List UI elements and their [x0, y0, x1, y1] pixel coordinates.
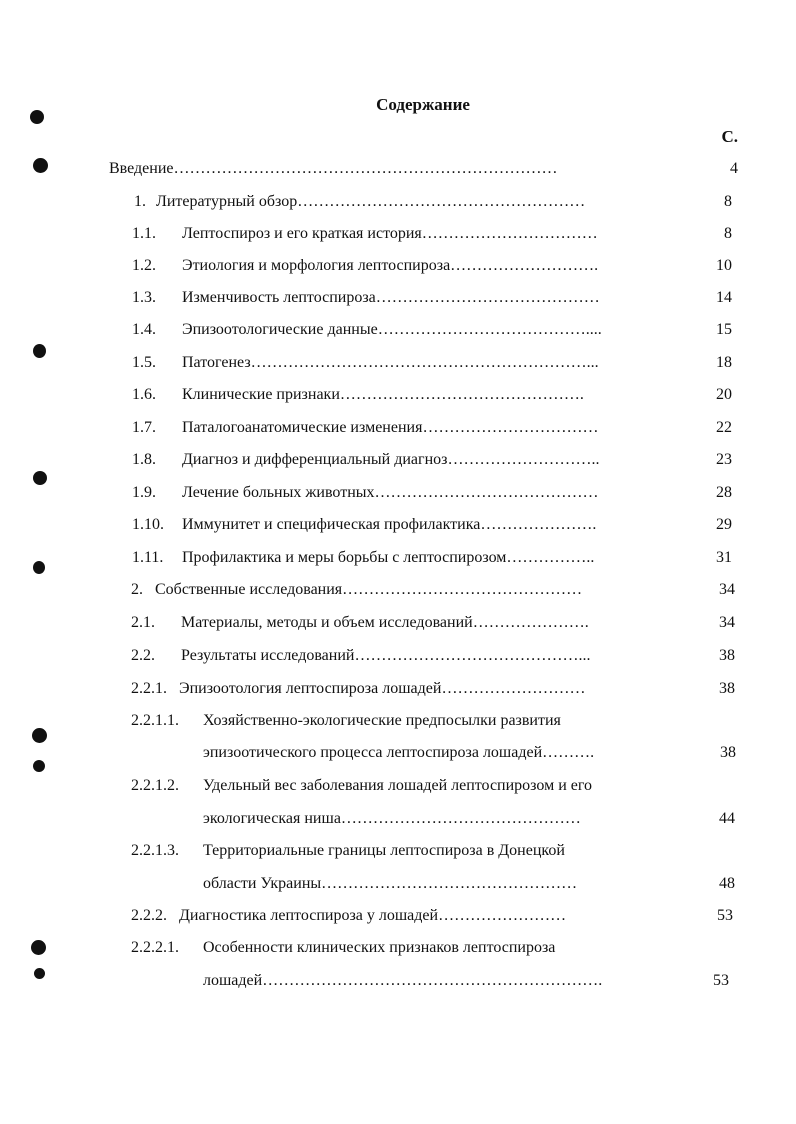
toc-entry-page: 31 — [716, 549, 732, 566]
toc-entry-page: 14 — [716, 289, 732, 306]
toc-entry — [131, 580, 582, 600]
toc-entry-dots: …………………. — [480, 516, 597, 533]
toc-entry-dots: ……………………………………… — [342, 581, 583, 598]
toc-entry-text: Паталогоанатомические изменения — [182, 419, 423, 436]
toc-entry-dots: ……………………….. — [447, 451, 600, 468]
toc-entry — [131, 938, 555, 958]
toc-entry — [109, 159, 558, 179]
toc-entry-continuation — [203, 809, 581, 829]
toc-entry — [132, 515, 596, 535]
toc-entry-dots: …………………………… — [422, 419, 599, 436]
toc-entry — [132, 418, 598, 438]
toc-entry — [132, 483, 599, 503]
toc-entry-number: 1. — [134, 193, 146, 210]
toc-entry-page: 8 — [724, 193, 732, 210]
toc-entry-page: 15 — [716, 321, 732, 338]
toc-entry-text: эпизоотического процесса лептоспироза лошадей — [203, 744, 543, 761]
toc-entry-text: Литературный обзор — [156, 193, 298, 210]
toc-entry-text: Иммунитет и специфическая профилактика — [182, 516, 481, 533]
toc-entry-number: 2.2. — [131, 647, 155, 664]
toc-entry-text: экологическая ниша — [203, 810, 341, 827]
toc-entry-number: 2.2.1. — [131, 680, 167, 697]
toc-entry-page: 28 — [716, 484, 732, 501]
toc-entry-text: области Украины — [203, 875, 322, 892]
toc-entry-page: 38 — [720, 744, 736, 761]
punch-hole-mark — [33, 561, 45, 574]
toc-entry-text: Клинические признаки — [182, 386, 340, 403]
toc-entry-number: 1.4. — [132, 321, 156, 338]
toc-entry-dots: …………………………… — [421, 225, 598, 242]
toc-entry-dots: …………….. — [506, 549, 595, 566]
toc-entry-number: 2. — [131, 581, 143, 598]
punch-hole-mark — [31, 940, 46, 955]
toc-entry-text: Изменчивость лептоспироза — [182, 289, 376, 306]
toc-entry — [132, 320, 602, 340]
toc-entry-text: лошадей — [203, 972, 263, 989]
toc-entry-continuation — [203, 971, 602, 991]
toc-entry-number: 2.1. — [131, 614, 155, 631]
toc-entry-number: 1.3. — [132, 289, 156, 306]
punch-hole-mark — [34, 968, 45, 979]
toc-entry-page: 23 — [716, 451, 732, 468]
toc-entry — [131, 646, 590, 666]
toc-entry-text: Лептоспироз и его краткая история — [182, 225, 422, 242]
toc-entry-page: 44 — [719, 810, 735, 827]
toc-entry-text: Эпизоотологические данные — [182, 321, 378, 338]
page-title: Содержание — [376, 95, 470, 114]
punch-hole-mark — [33, 158, 48, 173]
toc-entry-dots: ……………………………………... — [354, 647, 591, 664]
toc-entry — [132, 256, 598, 276]
toc-entry-page: 34 — [719, 581, 735, 598]
punch-hole-mark — [33, 760, 45, 772]
toc-entry-text: Особенности клинических признаков лептоспироза — [203, 939, 556, 956]
toc-entry-page: 10 — [716, 257, 732, 274]
toc-entry — [131, 613, 589, 633]
toc-entry-page: 38 — [719, 647, 735, 664]
toc-entry-dots: ………………………………………………………... — [250, 354, 599, 371]
toc-entry-page: 8 — [724, 225, 732, 242]
toc-entry-dots: ………………………………….... — [377, 321, 602, 338]
toc-entry-dots: ………………………………………………………. — [262, 972, 603, 989]
toc-entry-page: 4 — [730, 160, 738, 177]
toc-entry-text: Введение — [109, 160, 174, 177]
toc-entry-text: Этиология и морфология лептоспироза — [182, 257, 451, 274]
punch-hole-mark — [32, 728, 47, 743]
toc-entry-text: Удельный вес заболевания лошадей лептоспирозом и его — [203, 777, 593, 794]
toc-entry-number: 2.2.2.1. — [131, 939, 179, 956]
toc-entry-number: 2.2.1.1. — [131, 712, 179, 729]
toc-entry-number: 1.6. — [132, 386, 156, 403]
page-column-label: С. — [721, 127, 738, 146]
toc-entry-number: 1.9. — [132, 484, 156, 501]
toc-entry-page: 53 — [713, 972, 729, 989]
toc-entry-text: Материалы, методы и объем исследований — [181, 614, 473, 631]
toc-entry-number: 1.5. — [132, 354, 156, 371]
toc-entry-text: Хозяйственно-экологические предпосылки развития — [203, 712, 561, 729]
punch-hole-mark — [33, 344, 46, 358]
toc-entry-page: 53 — [717, 907, 733, 924]
toc-entry-dots: ………. — [542, 744, 595, 761]
toc-entry-text: Диагноз и дифференциальный диагноз — [182, 451, 448, 468]
toc-entry — [132, 288, 600, 308]
toc-entry-number: 2.2.1.3. — [131, 842, 179, 859]
toc-entry — [132, 450, 599, 470]
toc-entry-dots: …………………………………… — [375, 289, 600, 306]
toc-entry — [132, 385, 584, 405]
toc-entry-page: 20 — [716, 386, 732, 403]
toc-entry-dots: …………………. — [472, 614, 589, 631]
toc-entry-page: 34 — [719, 614, 735, 631]
punch-hole-mark — [33, 471, 47, 485]
toc-entry-number: 1.10. — [132, 516, 164, 533]
toc-entry-dots: ………………………………………. — [339, 386, 584, 403]
toc-entry-text: Собственные исследования — [155, 581, 343, 598]
toc-entry-dots: ……………………………………… — [340, 810, 581, 827]
toc-entry — [134, 192, 585, 212]
toc-entry — [131, 679, 585, 699]
toc-entry — [131, 711, 561, 731]
toc-entry — [131, 776, 592, 796]
toc-entry-text: Диагностика лептоспироза у лошадей — [179, 907, 439, 924]
toc-entry-dots: …………………………………… — [374, 484, 599, 501]
toc-entry — [132, 548, 594, 568]
toc-entry-page: 18 — [716, 354, 732, 371]
toc-entry — [132, 224, 598, 244]
toc-entry — [131, 906, 566, 926]
toc-entry-text: Эпизоотология лептоспироза лошадей — [179, 680, 442, 697]
toc-entry-number: 2.2.1.2. — [131, 777, 179, 794]
toc-entry-dots: ……………………… — [441, 680, 586, 697]
toc-entry-page: 29 — [716, 516, 732, 533]
toc-entry-number: 1.1. — [132, 225, 156, 242]
toc-entry-number: 2.2.2. — [131, 907, 167, 924]
toc-entry-number: 1.2. — [132, 257, 156, 274]
toc-entry-text: Патогенез — [182, 354, 251, 371]
toc-entry-page: 48 — [719, 875, 735, 892]
toc-entry-dots: …………………… — [438, 907, 567, 924]
toc-entry-text: Результаты исследований — [181, 647, 355, 664]
toc-entry-dots: ………………………………………… — [321, 875, 578, 892]
toc-entry-dots: ……………………………………………… — [297, 193, 586, 210]
toc-entry-number: 1.11. — [132, 549, 164, 566]
toc-entry-number: 1.7. — [132, 419, 156, 436]
toc-entry — [132, 353, 599, 373]
toc-entry-number: 1.8. — [132, 451, 156, 468]
toc-entry-page: 38 — [719, 680, 735, 697]
toc-entry-text: Лечение больных животных — [182, 484, 375, 501]
toc-entry — [131, 841, 565, 861]
toc-entry-text: Профилактика и меры борьбы с лептоспирозом — [182, 549, 507, 566]
toc-entry-dots: ……………………………………………………………… — [173, 160, 558, 177]
toc-entry-continuation — [203, 743, 594, 763]
toc-entry-continuation — [203, 874, 577, 894]
toc-entry-dots: ………………………. — [450, 257, 599, 274]
toc-entry-text: Территориальные границы лептоспироза в Донецкой — [203, 842, 565, 859]
toc-entry-page: 22 — [716, 419, 732, 436]
